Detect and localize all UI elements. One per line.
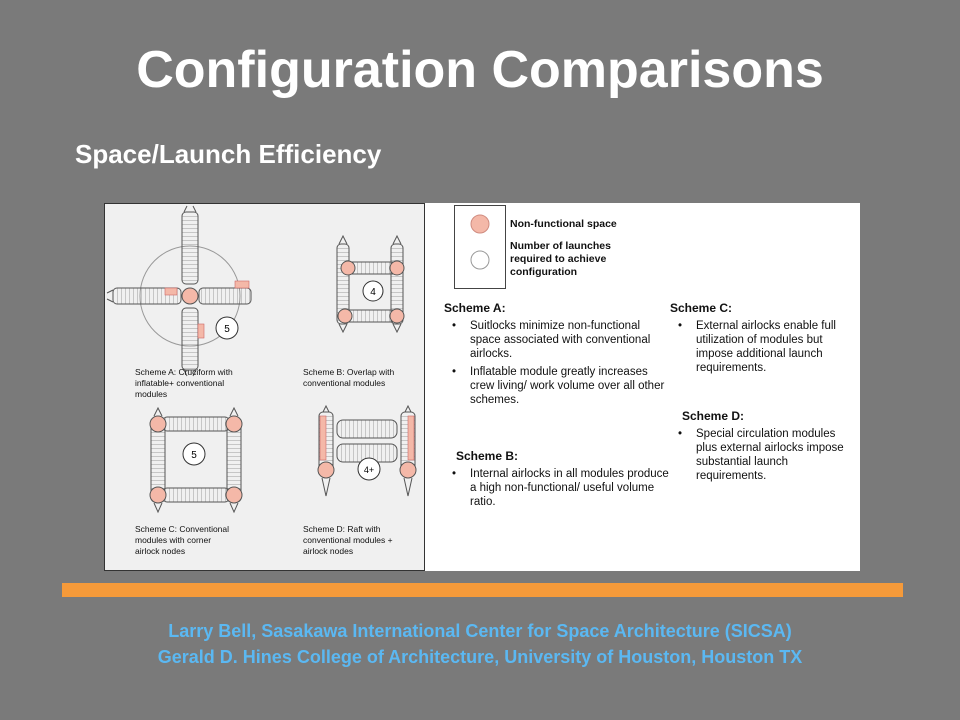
slide-subtitle: Space/Launch Efficiency [75, 139, 382, 169]
scheme-a-launch-count: 5 [224, 324, 230, 335]
legend-launches-label: Number of launches required to achieve configuration [510, 240, 611, 278]
schemes-diagram-panel [104, 203, 425, 571]
scheme-a-notes [444, 301, 669, 411]
scheme-c-launch-count: 5 [191, 450, 197, 461]
scheme-a-bullet: • Suitlocks minimize non-functional space associated with conventional airlocks. [444, 319, 669, 361]
scheme-a-caption: Scheme A: Cruciform with inflatable+ conventional modules [135, 367, 233, 399]
scheme-b-bullet: • Internal airlocks in all modules produce a high non-functional/ useful volume ratio. [444, 467, 669, 509]
scheme-c-caption: Scheme C: Conventional modules with corner airlock nodes [135, 524, 230, 556]
scheme-d-caption: Scheme D: Raft with conventional modules + airlock nodes [303, 524, 393, 556]
legend-nonfunctional-label: Non-functional space [510, 218, 617, 230]
scheme-d-diagram [318, 406, 416, 496]
scheme-d-notes [670, 409, 854, 487]
credit-line-2: Gerald D. Hines College of Architecture, University of Houston, Houston TX [157, 647, 803, 667]
scheme-c-bullet: • External airlocks enable full utilization of modules but impose additional launch requirements. [670, 319, 854, 375]
slide-title: Configuration Comparisons [136, 41, 824, 99]
scheme-c-notes [670, 301, 854, 379]
scheme-d-bullet: • Special circulation modules plus external airlocks impose substantial launch requirements. [670, 427, 854, 483]
scheme-d-heading: Scheme D: [682, 409, 745, 423]
launch-count-swatch-icon [471, 251, 489, 269]
scheme-a-diagram [107, 206, 251, 376]
nonfunctional-swatch-icon [471, 215, 489, 233]
scheme-b-heading: Scheme B: [456, 449, 519, 463]
scheme-b-caption: Scheme B: Overlap with conventional modules [303, 367, 395, 388]
scheme-c-heading: Scheme C: [670, 301, 733, 315]
scheme-d-launch-count: 4+ [363, 465, 375, 475]
scheme-b-diagram [337, 236, 404, 332]
scheme-a-heading: Scheme A: [444, 301, 506, 315]
scheme-b-notes [444, 449, 669, 513]
legend-box [454, 205, 506, 289]
orange-divider [62, 583, 903, 597]
scheme-a-bullet: • Inflatable module greatly increases crew living/ work volume over all other schemes. [444, 365, 669, 407]
credit-line-1: Larry Bell, Sasakawa International Center for Space Architecture (SICSA) [168, 621, 792, 641]
configuration-figure [104, 203, 860, 571]
scheme-b-launch-count: 4 [370, 287, 376, 298]
